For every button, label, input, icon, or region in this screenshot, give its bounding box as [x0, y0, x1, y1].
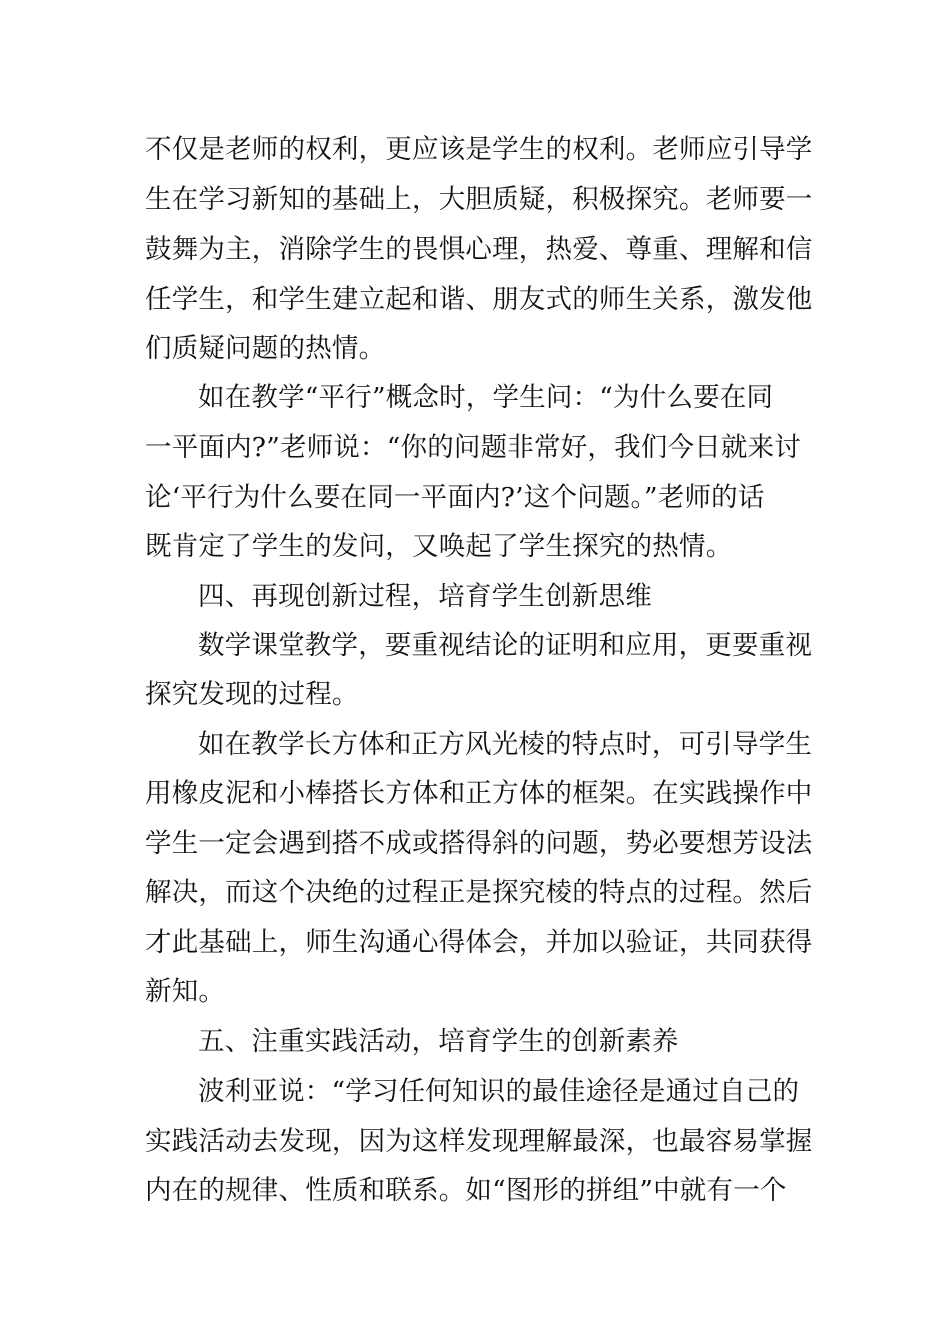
paragraph-line: 数学课堂教学，要重视结论的证明和应用，更要重视 [198, 630, 813, 661]
paragraph-line: 实践活动去发现，因为这样发现理解最深，也最容易掌握 [145, 1126, 813, 1157]
paragraph-line: 不仅是老师的权利，更应该是学生的权利。老师应引导学 [145, 134, 813, 165]
paragraph-line: 用橡皮泥和小棒搭长方体和正方体的框架。在实践操作中 [145, 778, 813, 809]
paragraph-line: 学生一定会遇到搭不成或搭得斜的问题，势必要想芳设法 [145, 828, 813, 859]
paragraph-line: 既肯定了学生的发问，又唤起了学生探究的热情。 [145, 531, 733, 562]
paragraph-line: 内在的规律、性质和联系。如“图形的拼组”中就有一个 [145, 1175, 787, 1206]
paragraph-line: 生在学习新知的基础上，大胆质疑，积极探究。老师要一 [145, 184, 813, 215]
section-heading: 四、再现创新过程，培育学生创新思维 [198, 581, 652, 612]
paragraph-line: 任学生，和学生建立起和谐、朋友式的师生关系，激发他 [145, 284, 813, 315]
paragraph-line: 波利亚说：“学习任何知识的最佳途径是通过自己的 [198, 1076, 800, 1107]
paragraph-line: 论‘平行为什么要在同一平面内?’这个问题。”老师的话 [145, 482, 765, 513]
paragraph-line: 才此基础上，师生沟通心得体会，并加以验证，共同获得 [145, 927, 813, 958]
paragraph-line: 鼓舞为主，消除学生的畏惧心理，热爱、尊重、理解和信 [145, 234, 813, 265]
paragraph-line: 探究发现的过程。 [145, 679, 359, 710]
paragraph-line: 一平面内?”老师说：“你的问题非常好，我们今日就来讨 [145, 432, 802, 463]
paragraph-line: 解决，而这个决绝的过程正是探究棱的特点的过程。然后 [145, 877, 813, 908]
paragraph-line: 如在教学“平行”概念时，学生问：“为什么要在同 [198, 382, 774, 413]
paragraph-line: 们质疑问题的热情。 [145, 333, 386, 364]
paragraph-line: 如在教学长方体和正方风光棱的特点时，可引导学生 [198, 729, 813, 760]
paragraph-line: 新知。 [145, 976, 226, 1007]
section-heading: 五、注重实践活动，培育学生的创新素养 [198, 1026, 679, 1057]
